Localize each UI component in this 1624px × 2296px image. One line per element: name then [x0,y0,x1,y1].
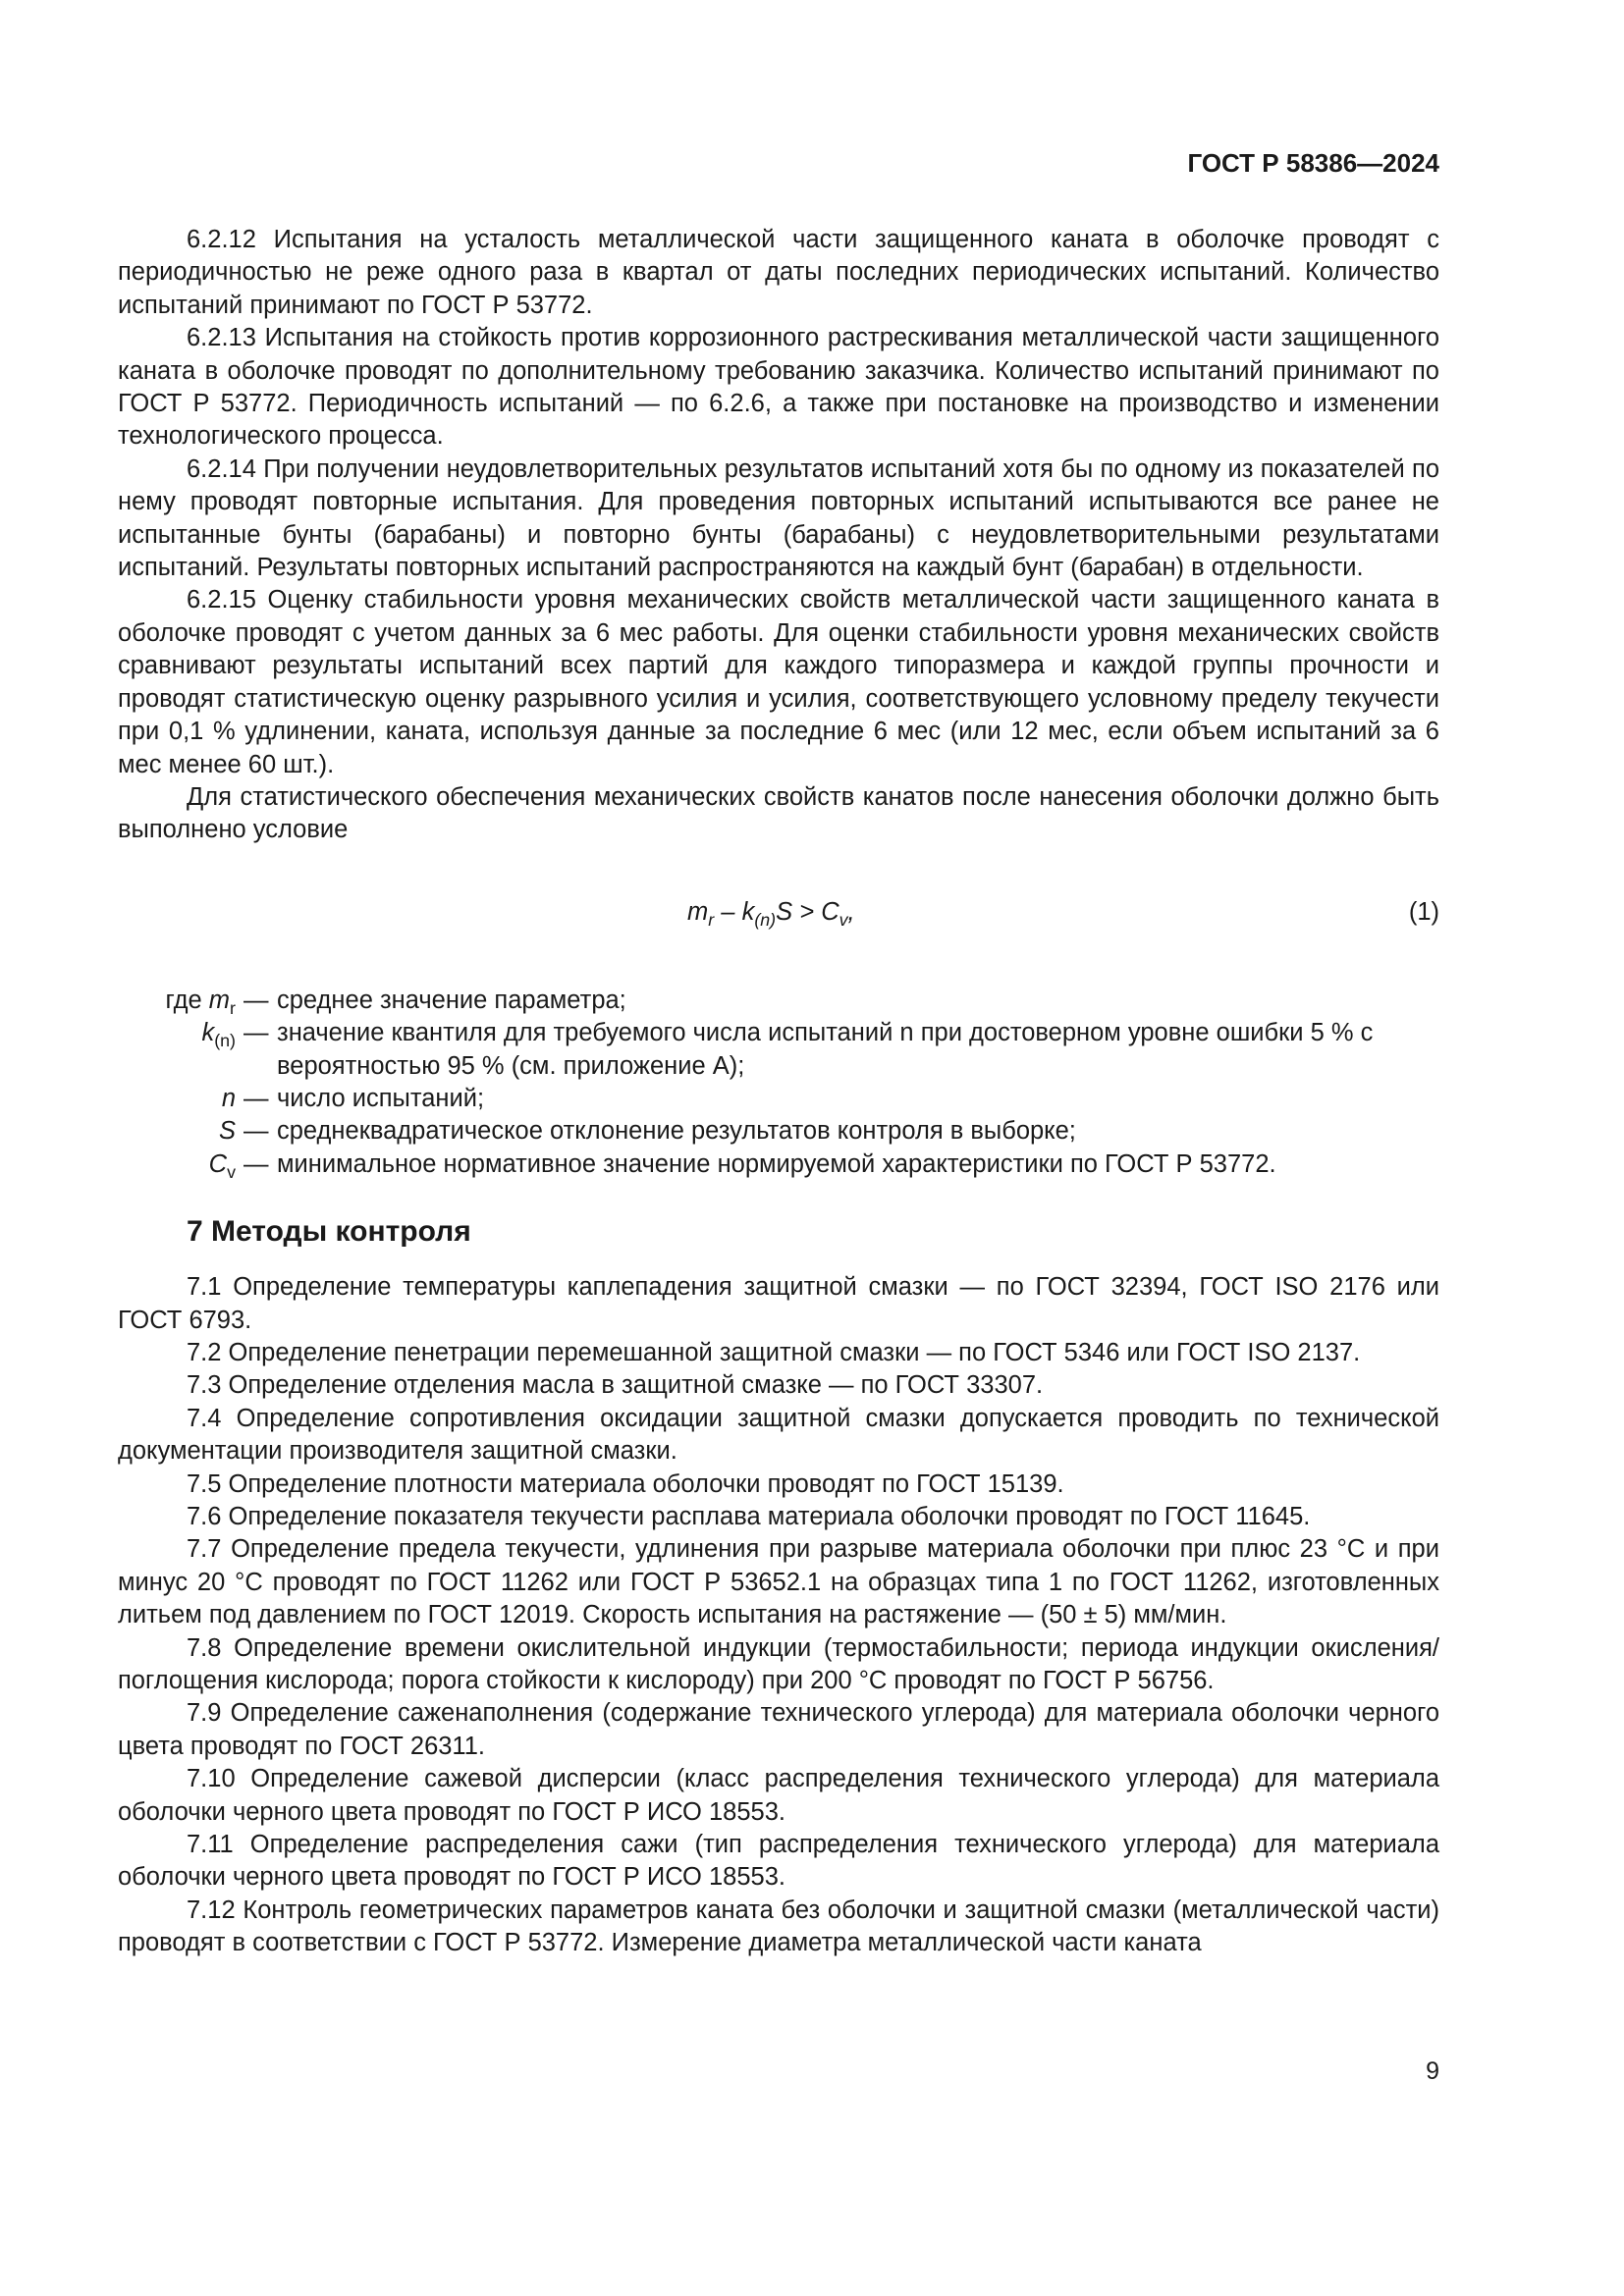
paragraph-6-2-13: 6.2.13 Испытания на стойкость против коррозионного растрескивания металлической части защищенного каната в оболочке проводят по дополнительному требованию заказчика. Количество испытаний принимают по ГОСТ Р 53772. Периодичность испытаний — по 6.2.6, а также при постановке на производство и изменении технологического процесса. [118,324,1439,451]
document-body [118,224,1439,1960]
paragraph-7-5: 7.5 Определение плотности материала оболочки проводят по ГОСТ 15139. [187,1469,1064,1498]
legend-text: минимальное нормативное значение нормируемой характеристики по ГОСТ Р 53772. [277,1149,1276,1178]
formula-legend [118,985,1439,1181]
paragraph-7-4: 7.4 Определение сопротивления оксидации защитной смазки допускается проводить по технической документации производителя защитной смазки. [118,1404,1439,1466]
legend-text: среднее значение параметра; [277,986,626,1014]
legend-row: $C_v$ — минимальное нормативное значение нормируемой характеристики по ГОСТ Р 53772. [118,1148,1439,1181]
legend-text: значение квантиля для требуемого числа испытаний n при достоверном уровне ошибки 5 % с вероятностью 95 % (см. приложение А); [277,1019,1374,1080]
legend-text: среднеквадратическое отклонение результатов контроля в выборке; [277,1117,1076,1146]
formula-number: (1) [1408,897,1439,926]
paragraph-condition: Для статистического обеспечения механических свойств канатов после нанесения оболочки должно быть выполнено условие [118,782,1439,844]
paragraph-7-3: 7.3 Определение отделения масла в защитной смазке — по ГОСТ 33307. [187,1371,1044,1400]
paragraph-6-2-15: 6.2.15 Оценку стабильности уровня механических свойств металлической части защищенного каната в оболочке проводят с учетом данных за 6 мес работы. Для оценки стабильности уровня механических свойств сравнивают результаты испытаний всех партий для каждого типоразмера и каждой группы прочности и проводят статистическую оценку разрывного усилия и усилия, соответствующего условному пределу текучести при 0,1 % удлинении, каната, используя данные за последние 6 мес (или 12 мес, если объем испытаний за 6 мес менее 60 шт.). [118,586,1439,778]
legend-row: n — число испытаний; [118,1083,1439,1115]
paragraph-6-2-14: 6.2.14 При получении неудовлетворительных результатов испытаний хотя бы по одному из показателей по нему проводят повторные испытания. Для проведения повторных испытаний испытываются все ранее не испытанные бунты (барабаны) и повторно бунты (барабаны) с неудовлетворительными результатами испытаний. Результаты повторных испытаний распространяются на каждый бунт (барабан) в отдельности. [118,454,1439,582]
paragraph-7-7: 7.7 Определение предела текучести, удлинения при разрыве материала оболочки при плюс 23 °С и при минус 20 °С проводят по ГОСТ 11262 или ГОСТ Р 53652.1 на образцах типа 1 по ГОСТ 11262, изготовленных литьем под давлением по ГОСТ 12019. Скорость испытания на растяжение — (50 ± 5) мм/мин. [118,1535,1439,1629]
paragraph-7-12: 7.12 Контроль геометрических параметров каната без оболочки и защитной смазки (металлической части) проводят в соответствии с ГОСТ Р 53772. Измерение диаметра металлической части каната [118,1896,1439,1957]
legend-symbol: $k_{(n)}$ [201,1019,236,1051]
page-number: 9 [1426,2057,1439,2085]
paragraph-6-2-12: 6.2.12 Испытания на усталость металлической части защищенного каната в оболочке проводят с периодичностью не реже одного раза в квартал от даты последних периодических испытаний. Количество испытаний принимают по ГОСТ Р 53772. [118,226,1439,319]
legend-row: S — среднеквадратическое отклонение результатов контроля в выборке; [118,1115,1439,1148]
paragraph-7-2: 7.2 Определение пенетрации перемешанной защитной смазки — по ГОСТ 5346 или ГОСТ ISO 2137. [187,1338,1361,1366]
section-title: 7 Методы контроля [187,1215,471,1249]
legend-row: где $m_r$ — среднее значение параметра; [118,985,1439,1017]
paragraph-7-11: 7.11 Определение распределения сажи (тип распределения технического углерода) для материала оболочки черного цвета проводят по ГОСТ Р ИСО 18553. [118,1831,1439,1892]
paragraph-7-1: 7.1 Определение температуры каплепадения защитной смазки — по ГОСТ 32394, ГОСТ ISO 2176 или ГОСТ 6793. [118,1273,1439,1334]
legend-symbol: n [221,1084,236,1112]
paragraph-7-10: 7.10 Определение сажевой дисперсии (класс распределения технического углерода) для материала оболочки черного цвета проводят по ГОСТ Р ИСО 18553. [118,1765,1439,1826]
legend-symbol: $C_v$ [208,1149,236,1182]
legend-text: число испытаний; [277,1084,485,1112]
formula-1 [118,896,1439,935]
paragraph-7-6: 7.6 Определение показателя текучести расплава материала оболочки проводят по ГОСТ 11645. [187,1503,1311,1530]
document-header: ГОСТ Р 58386—2024 [1187,148,1439,178]
paragraph-7-9: 7.9 Определение саженаполнения (содержание технического углерода) для материала оболочки черного цвета проводят по ГОСТ 26311. [118,1699,1439,1760]
legend-row: $k_{(n)}$ — значение квантиля для требуемого числа испытаний n при достоверном уровне ошибки 5 % с вероятностью 95 % (см. приложение А); [118,1017,1439,1083]
paragraph-7-8: 7.8 Определение времени окислительной индукции (термостабильности; периода индукции окисления/поглощения кислорода; порога стойкости к кислороду) при 200 °С проводят по ГОСТ Р 56756. [118,1633,1439,1695]
formula-expression: $m_r - k_{(n)}S > C_v$, [687,897,855,930]
legend-symbol: S [218,1117,236,1146]
legend-symbol: где $m_r$ [165,986,236,1018]
